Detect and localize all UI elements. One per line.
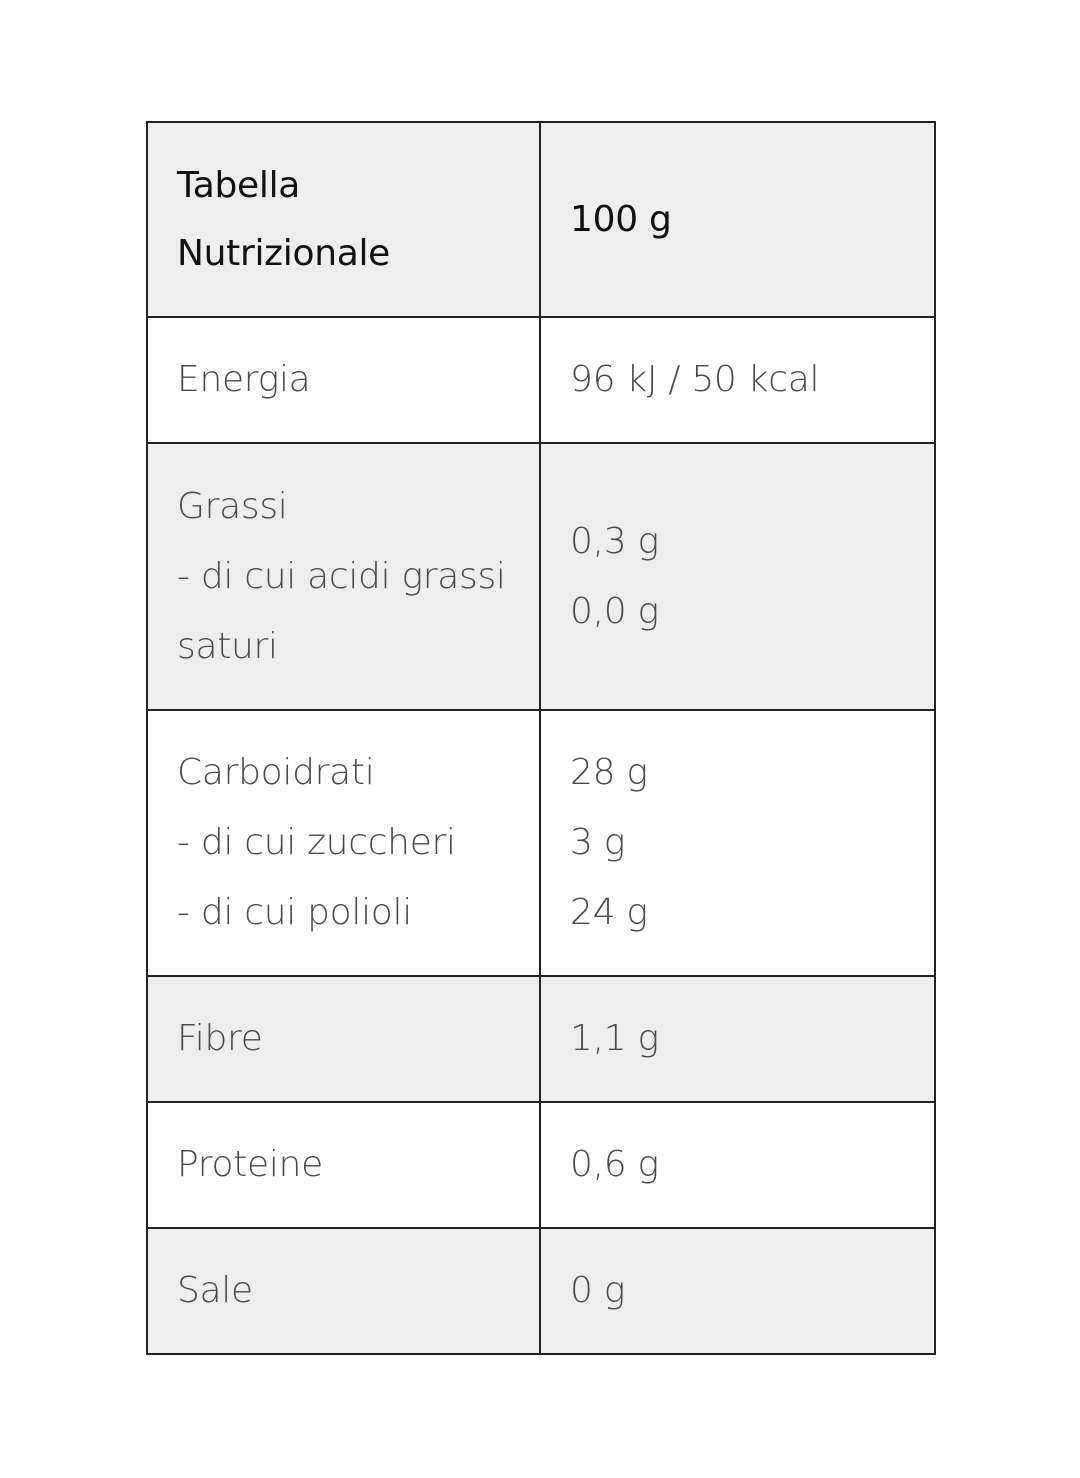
row-value: 0 g (570, 1270, 626, 1311)
row-sublabel: - di cui acidi grassi (177, 555, 506, 597)
table-row-fibre (147, 976, 935, 1102)
row-label-cell (147, 317, 540, 443)
row-subvalue: 24 g (570, 892, 648, 933)
row-label-cell (147, 710, 540, 976)
row-value: 0,3 g (570, 520, 659, 562)
row-value-cell (540, 1228, 935, 1354)
row-subvalue: 0,0 g (570, 590, 659, 632)
table-row-sale (147, 1228, 935, 1354)
table-row-carboidrati (147, 710, 935, 976)
row-value: 1,1 g (570, 1018, 659, 1059)
row-value-cell (540, 710, 935, 976)
row-sublabel: - di cui polioli (177, 892, 412, 933)
row-label: Energia (177, 359, 311, 400)
row-sublabel-continued: saturi (177, 625, 278, 667)
row-sublabel: - di cui zuccheri (177, 822, 456, 863)
header-label-line-2: Nutrizionale (177, 232, 391, 274)
row-label: Proteine (177, 1144, 323, 1185)
row-label: Fibre (177, 1018, 263, 1059)
table-row-grassi (147, 443, 935, 710)
row-value: 28 g (570, 752, 648, 793)
header-value-cell (540, 122, 935, 317)
header-value: 100 g (570, 198, 672, 240)
table-header-row (147, 122, 935, 317)
row-label: Grassi (177, 485, 288, 527)
row-label-cell (147, 1228, 540, 1354)
row-value-cell (540, 1102, 935, 1228)
row-value: 0,6 g (570, 1144, 659, 1185)
header-label-cell (147, 122, 540, 317)
row-label-cell (147, 976, 540, 1102)
table-row-proteine (147, 1102, 935, 1228)
row-value-cell (540, 317, 935, 443)
row-label: Sale (177, 1270, 253, 1311)
row-label-cell (147, 1102, 540, 1228)
table-row-energia (147, 317, 935, 443)
row-label: Carboidrati (177, 752, 375, 793)
row-label-cell (147, 443, 540, 710)
row-subvalue: 3 g (570, 822, 626, 863)
header-label-line-1: Tabella (177, 164, 301, 206)
row-value-cell (540, 976, 935, 1102)
row-value: 96 kJ / 50 kcal (570, 359, 820, 400)
row-value-cell (540, 443, 935, 710)
nutrition-table (146, 121, 936, 1355)
